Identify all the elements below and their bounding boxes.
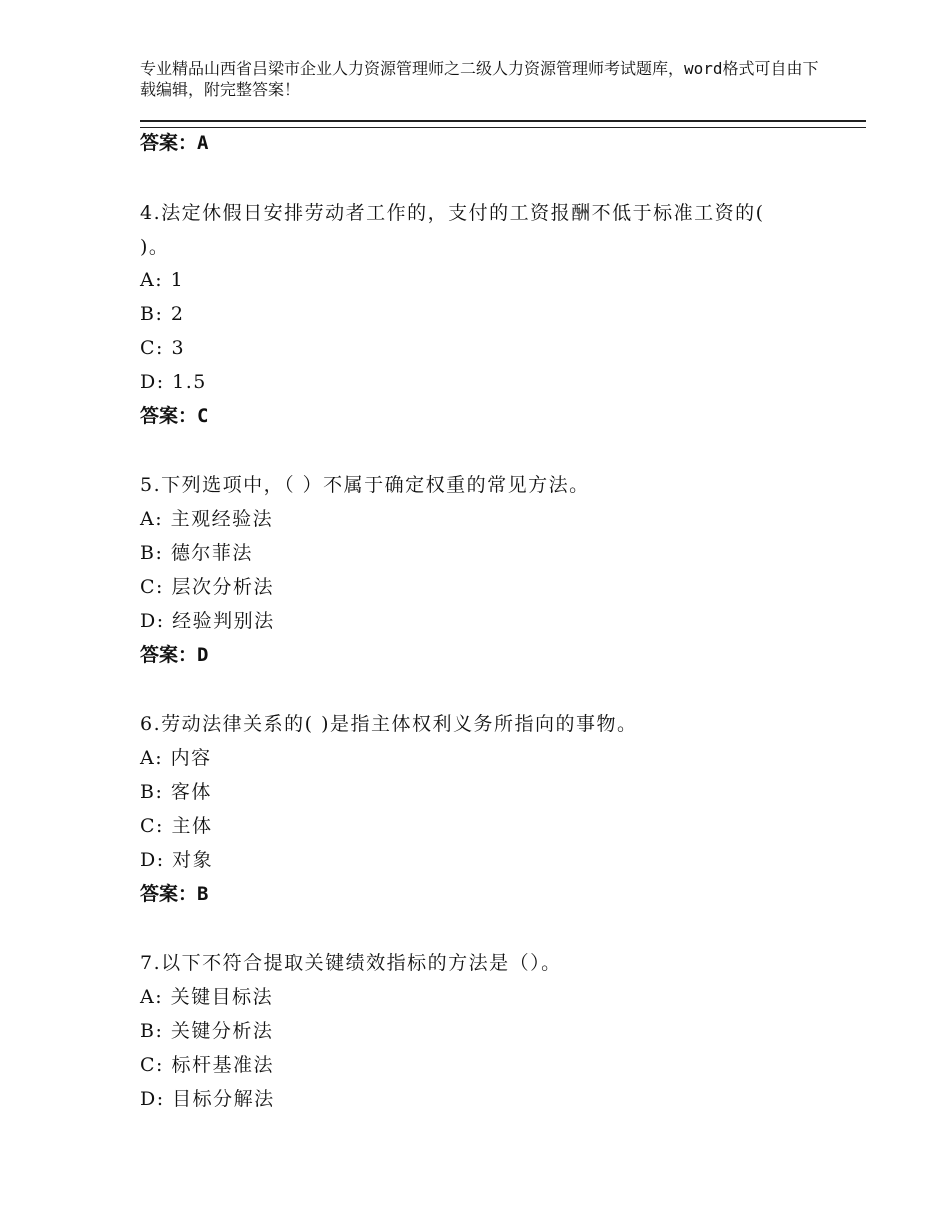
answer-q4 [140,403,208,429]
answer-q3 [140,130,208,156]
answer-label: 答案： [140,644,198,666]
option-c: C: 主体 [140,815,213,837]
option-b: B: 2 [140,303,185,325]
answer-label: 答案： [140,132,198,154]
option-b: B: 关键分析法 [140,1020,274,1042]
option-a: A: 关键目标法 [140,986,274,1008]
option-b: B: 德尔菲法 [140,542,253,564]
option-d: D: 经验判别法 [140,610,275,632]
option-b: B: 客体 [140,781,212,803]
answer-value: A [197,132,209,154]
option-c: C: 3 [140,337,186,359]
answer-value: B [197,883,209,905]
answer-value: D [197,644,209,666]
question-stem-6 [140,707,840,741]
option-c: C: 层次分析法 [140,576,274,598]
document-header: 专业精品山西省吕梁市企业人力资源管理师之二级人力资源管理师考试题库，word格式可自由下载编辑，附完整答案！ [140,59,819,99]
option-a: A: 内容 [140,747,212,769]
option-d: D: 对象 [140,849,214,871]
question-stem-4 [140,196,840,264]
question-stem-line: 6.劳动法律关系的( )是指主体权利义务所指向的事物。 [140,713,638,735]
option-d: D: 目标分解法 [140,1088,275,1110]
answer-label: 答案： [140,405,198,427]
option-d: D: 1.5 [140,371,207,393]
option-c: C: 标杆基准法 [140,1054,274,1076]
answer-q5 [140,642,208,668]
question-stem-7 [140,946,840,980]
option-a: A: 1 [140,269,185,291]
option-a: A: 主观经验法 [140,508,274,530]
question-stem-line: 7.以下不符合提取关键绩效指标的方法是（）。 [140,952,562,974]
answer-label: 答案： [140,883,198,905]
question-stem-line: 5.下列选项中，（ ）不属于确定权重的常见方法。 [140,474,590,496]
question-stem-line: 4.法定休假日安排劳动者工作的，支付的工资报酬不低于标准工资的( [140,202,765,224]
question-stem-5 [140,468,840,502]
question-stem-line: )。 [140,236,170,258]
header-divider [140,120,866,128]
answer-value: C [197,405,209,427]
answer-q6 [140,881,208,907]
